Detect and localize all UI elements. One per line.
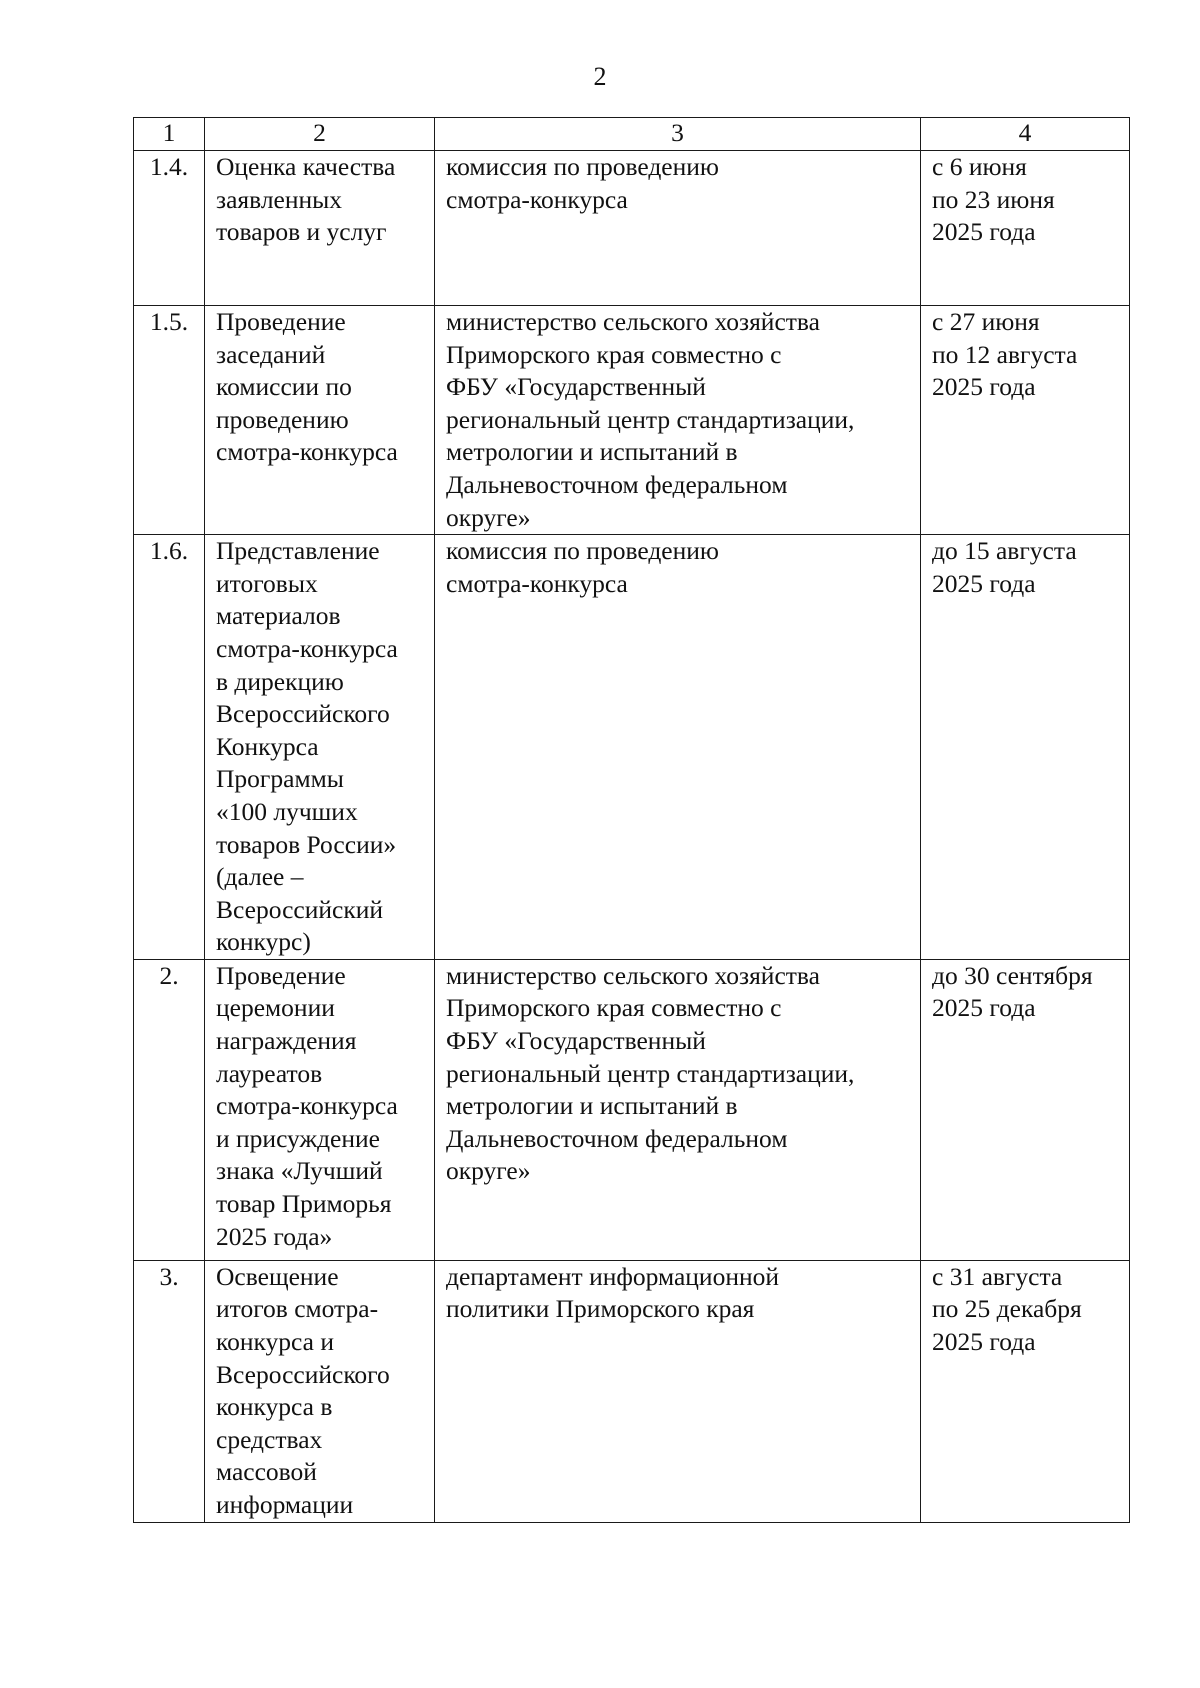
row-number-cell: 1.4.	[134, 151, 205, 306]
table-row	[134, 1260, 1130, 1522]
responsible-cell: комиссия по проведению смотра-конкурса	[435, 535, 921, 960]
deadline-cell: до 15 августа 2025 года	[921, 535, 1130, 960]
deadline-cell: с 31 августа по 25 декабря 2025 года	[921, 1260, 1130, 1522]
row-number-cell: 1.5.	[134, 306, 205, 535]
responsible-cell: комиссия по проведению смотра-конкурса	[435, 151, 921, 306]
row-number-cell: 2.	[134, 959, 205, 1260]
table-row	[134, 306, 1130, 535]
event-cell: Проведение церемонии награждения лауреатов смотра-конкурса и присуждение знака «Лучший товар Приморья 2025 года»	[205, 959, 435, 1260]
table-row	[134, 959, 1130, 1260]
schedule-table	[133, 117, 1130, 1523]
responsible-cell: департамент информационной политики Приморского края	[435, 1260, 921, 1522]
row-number-cell: 3.	[134, 1260, 205, 1522]
deadline-cell: с 6 июня по 23 июня 2025 года	[921, 151, 1130, 306]
table-header-row	[134, 118, 1130, 151]
header-cell-3: 3	[435, 118, 921, 151]
page-number: 2	[593, 62, 607, 91]
row-number-cell: 1.6.	[134, 535, 205, 960]
deadline-cell: с 27 июня по 12 августа 2025 года	[921, 306, 1130, 535]
header-cell-1: 1	[134, 118, 205, 151]
event-cell: Оценка качества заявленных товаров и услуг	[205, 151, 435, 306]
header-cell-2: 2	[205, 118, 435, 151]
header-cell-4: 4	[921, 118, 1130, 151]
responsible-cell: министерство сельского хозяйства Приморского края совместно с ФБУ «Государственный региональный центр стандартизации, метрологии и испытаний в Дальневосточном федеральном округе»	[435, 306, 921, 535]
event-cell: Освещение итогов смотра- конкурса и Всероссийского конкурса в средствах массовой информации	[205, 1260, 435, 1522]
table-row	[134, 535, 1130, 960]
table-row	[134, 151, 1130, 306]
deadline-cell: до 30 сентября 2025 года	[921, 959, 1130, 1260]
event-cell: Проведение заседаний комиссии по проведению смотра-конкурса	[205, 306, 435, 535]
responsible-cell: министерство сельского хозяйства Приморского края совместно с ФБУ «Государственный региональный центр стандартизации, метрологии и испытаний в Дальневосточном федеральном округе»	[435, 959, 921, 1260]
event-cell: Представление итоговых материалов смотра-конкурса в дирекцию Всероссийского Конкурса Программы «100 лучших товаров России» (далее – Всероссийский конкурс)	[205, 535, 435, 960]
